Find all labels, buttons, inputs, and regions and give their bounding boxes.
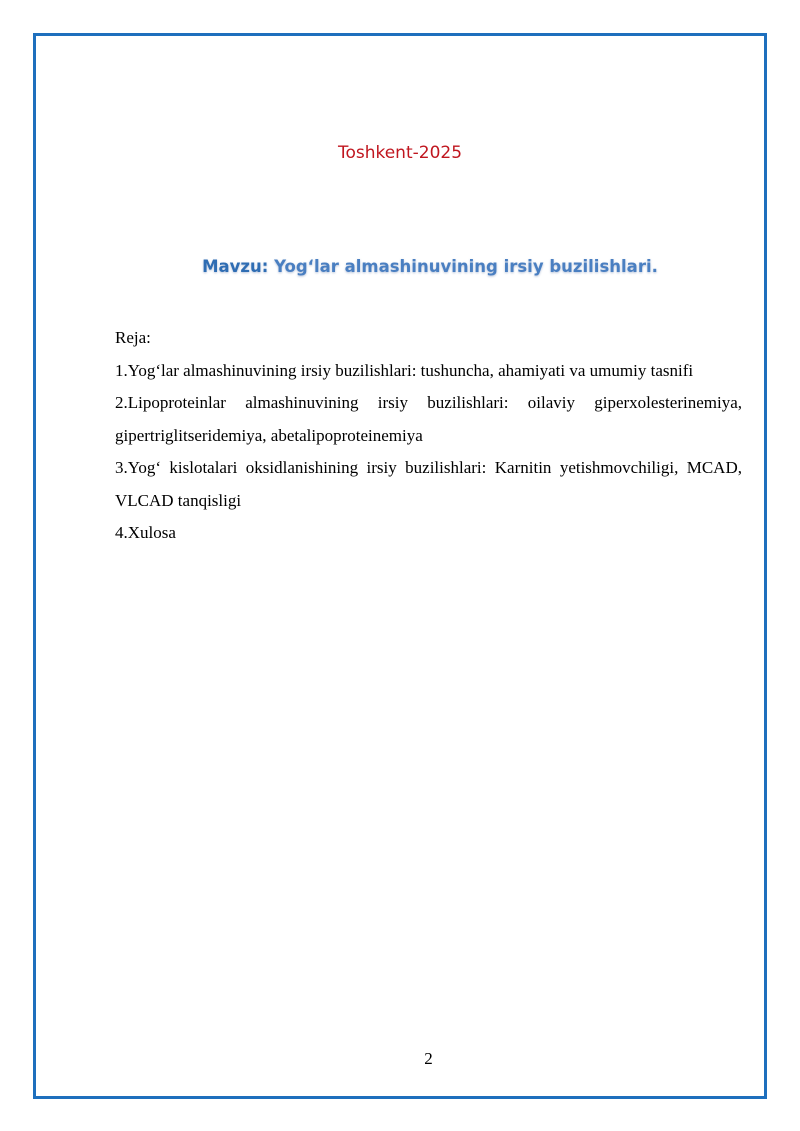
- plan-item: 3.Yog‘ kislotalari oksidlanishining irsiy buzilishlari: Karnitin yetishmovchiligi, MCAD, VLCAD tanqisligi: [115, 458, 742, 510]
- topic-heading: [0, 257, 800, 276]
- plan-section: [115, 322, 742, 550]
- page-border: [33, 33, 767, 1099]
- plan-item: 2.Lipoproteinlar almashinuvining irsiy buzilishlari: oilaviy giperxolesterinemiya, gipertriglitseridemiya, abetalipoproteinemiya: [115, 393, 742, 445]
- city-year: Toshkent-2025: [337, 143, 463, 163]
- plan-item: 1.Yog‘lar almashinuvining irsiy buzilishlari: tushuncha, ahamiyati va umumiy tasnifi: [115, 360, 694, 380]
- topic-suffix: .: [651, 257, 658, 276]
- page-number: 2: [424, 1049, 433, 1068]
- plan-item: 4.Xulosa: [115, 523, 176, 542]
- topic-prefix: Mavzu:: [202, 257, 269, 276]
- plan-title: Reja:: [115, 328, 151, 347]
- topic-title: Yog‘lar almashinuvining irsiy buzilishlari: [274, 257, 652, 276]
